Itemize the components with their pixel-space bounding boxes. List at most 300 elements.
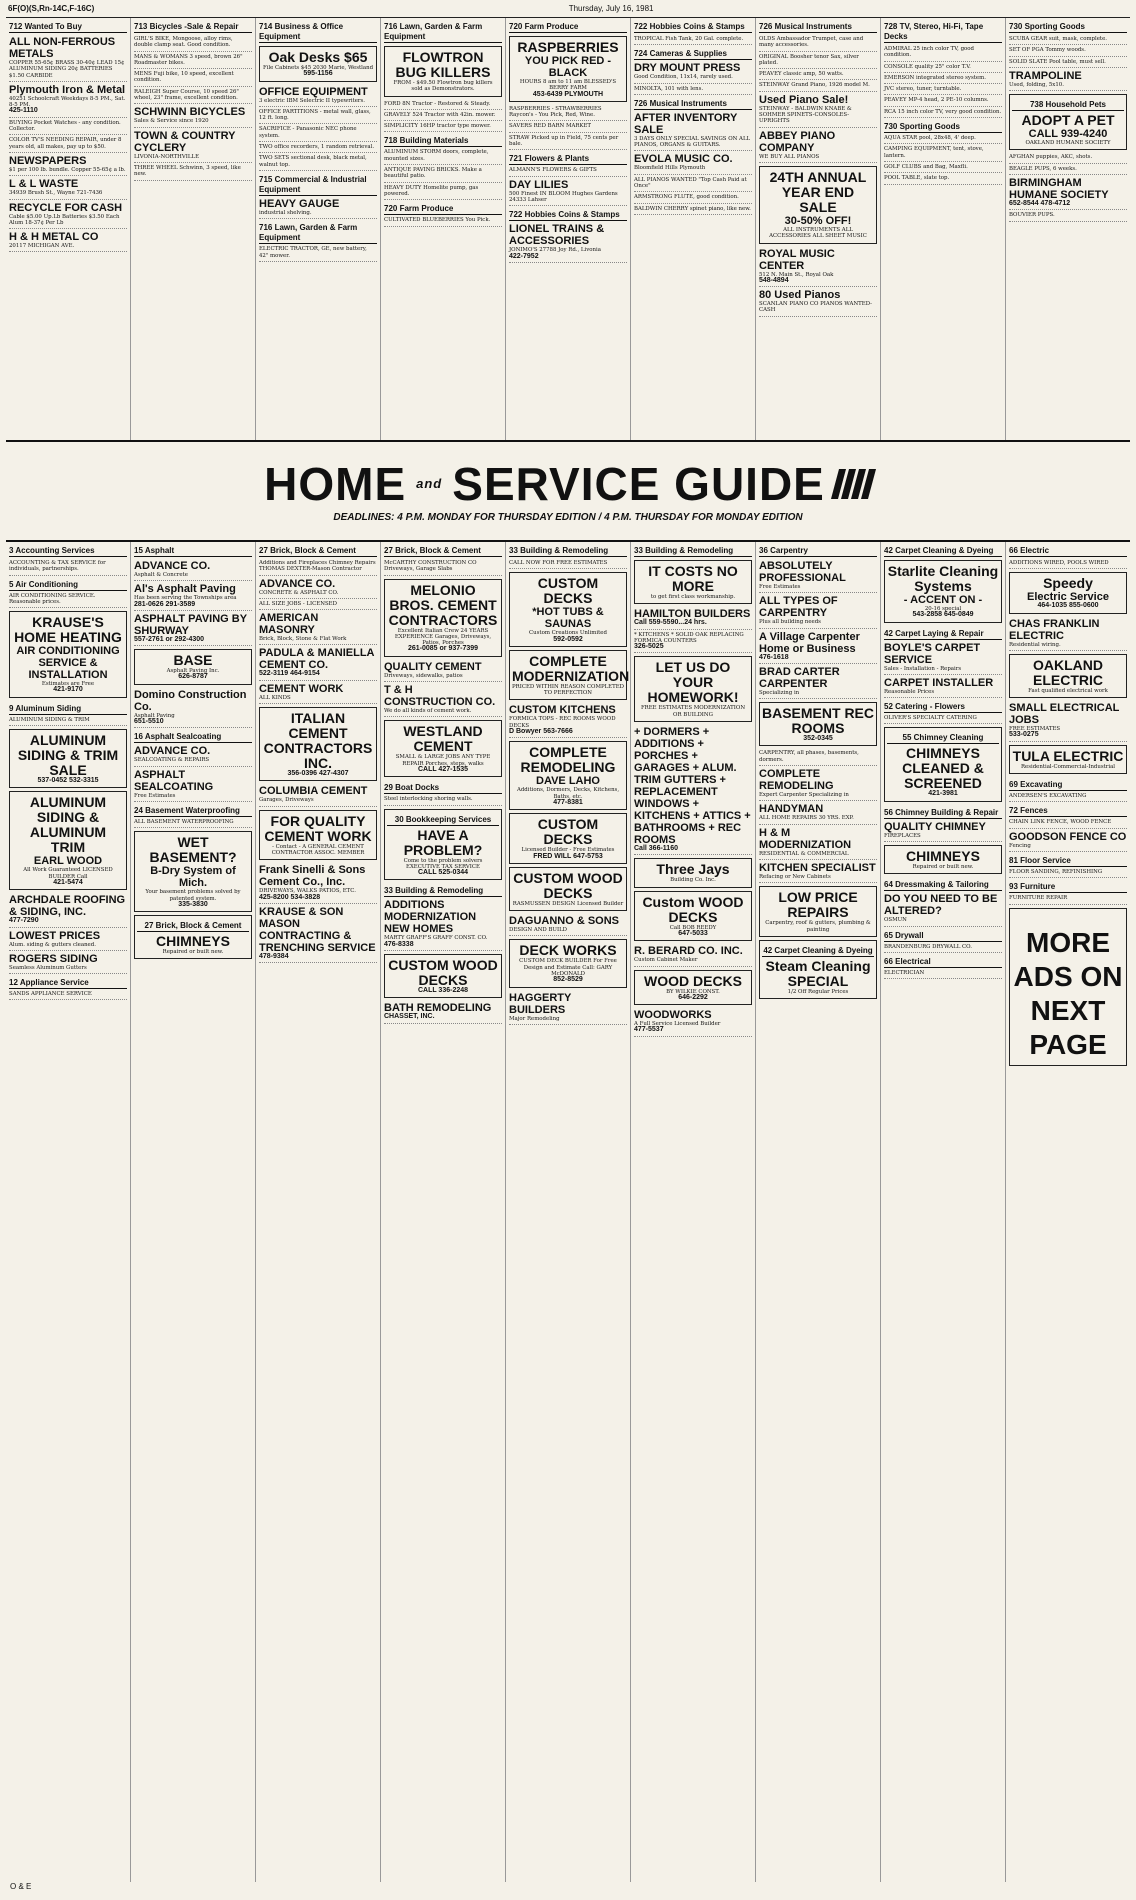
section-heading: 16 Asphalt Sealcoating (134, 732, 252, 743)
classified-ad (759, 630, 877, 664)
ad-phone: 626-8787 (178, 673, 208, 681)
ad-text: ADMIRAL 25 inch color TV, good condition. (884, 46, 974, 59)
ad-text: Asphalt Paving Inc. (166, 668, 220, 675)
ad-text: BY WILKIE CONST. (666, 988, 720, 995)
classified-ad (509, 134, 627, 151)
classified-ad (259, 125, 377, 142)
section-heading: 712 Wanted To Buy (9, 22, 127, 33)
ad-text: ANTIQUE PAVING BRICKS. Make a beautiful patio. (384, 167, 482, 180)
classified-ad (884, 845, 1002, 874)
ad-subhead: AIR CONDITIONING SERVICE & INSTALLATION (16, 645, 120, 682)
ad-phone: CALL 525-0344 (417, 869, 469, 877)
ad-text: GRAVELY 524 Tractor with 42in. mower. (384, 111, 496, 118)
service-guide-columns (6, 542, 1130, 1882)
ad-phone: 477-8381 (553, 798, 583, 806)
ad-text: LIVONIA-NORTHVILLE (134, 153, 200, 160)
ad-text: CHAIN LINK FENCE, WOOD FENCE (1009, 819, 1112, 826)
ad-subhead: BRAD CARTER CARPENTER (759, 665, 840, 690)
classified-ad (1009, 46, 1127, 56)
classified-column (631, 18, 756, 440)
ad-headline: BASE (173, 652, 213, 669)
classified-ad (1009, 153, 1127, 163)
classified-ad (1009, 830, 1127, 852)
ad-headline: BASEMENT REC ROOMS (762, 705, 875, 737)
ad-phone: 478-9384 (259, 952, 289, 960)
ad-phone: Call 366-1160 (634, 845, 678, 853)
classified-ad (759, 166, 877, 244)
ad-text: File Cabinets $45 2030 Marie, Westland (262, 65, 374, 71)
section-heading: 714 Business & Office Equipment (259, 22, 377, 43)
ad-text: Custom Cabinet Maker (634, 957, 698, 964)
ad-text: GOLF CLUBS and Bag, Maxfli. (884, 163, 968, 170)
ad-subhead: ROYAL MUSIC CENTER (759, 247, 835, 272)
ad-text: 3 DAYS ONLY SPECIAL SAVINGS ON ALL PIANOS, ORGANS & GUITARS. (634, 135, 751, 149)
section-heading: 81 Floor Service (1009, 856, 1127, 867)
ad-text: AFGHAN puppies, AKC, shots. (1009, 154, 1093, 161)
ad-text: CUSTOM DECK BUILDER For Free Design and Estimate Call: GARY McDONALD (519, 958, 617, 978)
ad-text: ALL HOME REPAIRS 30 YRS. EXP. (759, 815, 854, 822)
section-heading: 9 Aluminum Siding (9, 704, 127, 715)
classified-ad (259, 143, 377, 153)
ad-text: Building Co. Inc. (670, 877, 716, 884)
ad-headline: MELONIO BROS. CEMENT CONTRACTORS (388, 581, 498, 628)
ad-subhead: EVOLA MUSIC CO. (634, 153, 733, 166)
ad-text: Plus all building needs (759, 619, 821, 626)
ad-text: FREE ESTIMATES MODERNIZATION OR BUILDING (640, 705, 746, 718)
ad-subhead: DAVE LAHO (536, 775, 600, 788)
classified-ad (134, 559, 252, 581)
ad-subhead: YOU PICK RED - BLACK (524, 55, 612, 79)
classified-ad (384, 184, 502, 201)
ad-subhead: KRAUSE & SON MASON CONTRACTING & TRENCHING SERVICE (259, 905, 376, 954)
ad-subhead: AMERICAN MASONRY (259, 612, 319, 637)
section-heading: 5 Air Conditioning (9, 580, 127, 591)
ad-headline: TULA ELECTRIC (1012, 747, 1124, 764)
ad-subhead: DRY MOUNT PRESS (634, 62, 741, 75)
ad-phone: 421-3981 (928, 790, 958, 798)
classified-ad (759, 288, 877, 317)
ad-phone: 422-7952 (509, 252, 539, 260)
ad-headline: IT COSTS NO MORE (648, 563, 738, 594)
ad-text: RASPBERRIES - STRAWBERRIES Raycon's - You Pick, Red, Wine. (509, 105, 602, 119)
banner-title-right: SERVICE GUIDE (452, 457, 825, 510)
classified-ad (759, 594, 877, 628)
ad-text: Custom Creations Unlimited (529, 630, 607, 637)
ad-subhead: SCHWINN BICYCLES (134, 106, 246, 119)
section-heading: 65 Drywall (884, 931, 1002, 942)
ad-headline: HAVE A PROBLEM? (403, 826, 483, 858)
classified-ad (259, 905, 377, 963)
ad-subhead: L & L WASTE (9, 178, 79, 191)
classified-ad (759, 802, 877, 824)
ad-text: - Contact - A GENERAL CEMENT CONTRACTOR ASSOC. MEMBER (271, 843, 365, 856)
section-heading: 42 Carpet Laying & Repair (884, 629, 1002, 640)
classified-ad (1009, 617, 1127, 651)
ad-subhead: Frank Sinelli & Sons Cement Co., Inc. (259, 864, 366, 889)
classified-ad (1009, 879, 1127, 904)
classified-ad (9, 929, 127, 951)
classified-ad (134, 729, 252, 766)
ad-text: OLDS Ambassador Trumpet, case and many accessories. (759, 36, 864, 49)
ad-phone: 335-3830 (178, 900, 208, 908)
classified-ad (884, 174, 1002, 184)
ad-headline: Steam Cleaning SPECIAL (765, 957, 871, 989)
ad-subhead: WOODWORKS (634, 1009, 712, 1022)
classified-ad (259, 784, 377, 806)
classified-ad (1009, 572, 1127, 613)
ad-subhead: ALL TYPES OF CARPENTRY (759, 595, 838, 620)
ad-subhead: ABBEY PIANO COMPANY (759, 129, 836, 154)
classified-ad (884, 954, 1002, 979)
ad-text: RASMUSSEN DESIGN Licensed Builder (512, 900, 624, 907)
ad-phone: 537-0452 532-3315 (37, 777, 99, 785)
ad-text: PEAVEY classic amp, 50 watts. (759, 71, 844, 78)
ad-text: Free Estimates (134, 792, 176, 799)
classified-ad (384, 559, 502, 576)
ad-text: FORMICA TOPS - REC ROOMS WOOD DECKS (509, 716, 616, 729)
ad-text: Alum. siding & gutters cleaned. (9, 941, 96, 948)
classified-ad (384, 579, 502, 657)
classified-ad (509, 813, 627, 864)
ad-subhead: LIONEL TRAINS & ACCESSORIES (509, 223, 605, 248)
ad-subhead: *HOT TUBS & SAUNAS (532, 606, 604, 631)
classified-ad (884, 805, 1002, 842)
classified-column (756, 18, 881, 440)
section-heading: 27 Brick, Block & Cement (384, 546, 502, 557)
classified-ad (634, 176, 752, 193)
classified-ad (634, 725, 752, 855)
ad-subhead: Domino Construction Co. (134, 688, 247, 713)
section-heading: 56 Chimney Building & Repair (884, 808, 1002, 819)
ad-subhead: ADVANCE CO. (134, 560, 211, 572)
ad-text: Residential wiring. (1009, 641, 1061, 648)
classified-ad (634, 96, 752, 152)
ad-subhead: LOWEST PRICES (9, 929, 101, 942)
ad-subhead: CARPET INSTALLER (884, 676, 994, 689)
section-heading: 66 Electric (1009, 546, 1127, 557)
classified-ad (9, 201, 127, 230)
ad-subhead: CALL 939-4240 (1028, 128, 1108, 141)
ad-subhead: NEWSPAPERS (9, 154, 87, 167)
ad-subhead: BATH REMODELING (384, 1002, 492, 1015)
ad-subhead: EARL WOOD (33, 855, 103, 868)
ad-text: FURNITURE REPAIR (1009, 895, 1068, 902)
ad-text: FROM - $49.50 Flowtron bug killers sold as Demonstrators. (393, 80, 493, 93)
classified-ad (759, 81, 877, 91)
classified-ad (259, 46, 377, 82)
ad-text: WE BUY ALL PIANOS (759, 153, 820, 160)
ad-headline: ADOPT A PET (1021, 112, 1115, 129)
classified-ad (384, 1001, 502, 1023)
ad-phone: CHASSET, INC. (384, 1013, 435, 1021)
classified-ad (9, 611, 127, 698)
classified-ad (509, 991, 627, 1025)
ad-headline: ALUMINUM SIDING & ALUMINUM TRIM (29, 794, 107, 856)
more-ads-notice: MORE ADS ON NEXT PAGE (1013, 926, 1123, 1060)
classified-ad (259, 682, 377, 704)
classified-column (381, 18, 506, 440)
ad-text: ALMANN'S FLOWERS & GIFTS (509, 167, 597, 174)
ad-text: BRANDENBURG DRYWALL CO. (884, 943, 972, 950)
ad-subhead: TRAMPOLINE (1009, 69, 1082, 82)
ad-text: SEALCOATING & REPAIRS (134, 757, 210, 764)
section-heading: 721 Flowers & Plants (509, 154, 627, 165)
classified-ad (259, 646, 377, 680)
ad-text: Used, folding, 5x10. (1009, 81, 1064, 88)
ad-subhead: ARCHDALE ROOFING & SIDING, INC. (9, 894, 126, 919)
section-heading: 730 Sporting Goods (1009, 22, 1127, 33)
classified-ad (384, 133, 502, 165)
classified-ad (1009, 908, 1127, 1066)
ad-subhead: KITCHEN SPECIALIST (759, 861, 876, 874)
classified-ad (634, 205, 752, 215)
classified-ad (759, 559, 877, 593)
ad-text: PEAVEY MP-4 head, 2 PE-10 columns. (884, 97, 989, 104)
ad-phone: 651-5510 (134, 718, 164, 726)
ad-text: BALDWIN CHERRY spinet piano, like new. (634, 205, 751, 212)
classified-ad (384, 809, 502, 881)
ad-text: JVC stereo, tuner, turntable. (884, 86, 962, 93)
ad-phone: 557-2761 or 292-4300 (134, 635, 205, 643)
classified-ad (509, 572, 627, 647)
classified-ad (9, 154, 127, 176)
classified-ad (634, 152, 752, 174)
ad-text: BOUVIER PUPS. (1009, 212, 1055, 219)
ad-text: Brick, Block, Stone & Flat Work (259, 636, 347, 643)
classified-ad (884, 877, 1002, 926)
ad-phone: 646-2292 (678, 993, 708, 1001)
ad-text: BEAGLE PUPS, 6 weeks. (1009, 165, 1077, 172)
ad-text: TROPICAL Fish Tank, 20 Gal. complete. (634, 36, 744, 42)
classified-column (1006, 542, 1130, 1882)
ad-text: Seamless Aluminum Gutters (9, 964, 87, 971)
ad-subhead: ASPHALT SEALCOATING (134, 768, 214, 793)
banner-and: and (416, 475, 443, 491)
ad-headline: ITALIAN CEMENT CONTRACTORS INC. (263, 710, 373, 772)
classified-ad (509, 867, 627, 911)
ad-subhead: TOWN & COUNTRY CYCLERY (134, 129, 236, 154)
section-heading: 3 Accounting Services (9, 546, 127, 557)
stripes-icon (835, 469, 872, 499)
classified-ad (634, 85, 752, 95)
section-heading: 64 Dressmaking & Tailoring (884, 880, 1002, 891)
classified-column (881, 18, 1006, 440)
ad-subhead: DAGUANNO & SONS (509, 915, 620, 928)
ad-subhead: ROGERS SIDING (9, 952, 98, 965)
ad-text: HOURS 8 am to 11 am BLESSED'S BERRY FARM (519, 79, 617, 92)
classified-column (506, 542, 631, 1882)
section-heading: 718 Building Materials (384, 136, 502, 147)
classified-ad (134, 803, 252, 828)
classified-ad (259, 600, 377, 610)
newspaper-page (6, 4, 1130, 1896)
ad-text: OAKLAND HUMANE SOCIETY (1025, 140, 1111, 147)
ad-text: Fencing (1009, 842, 1031, 849)
classified-ad (259, 611, 377, 645)
ad-subhead: T & H CONSTRUCTION CO. (384, 684, 496, 709)
ad-phone: 543-2858 645-0849 (912, 611, 974, 619)
ad-text: DRIVEWAYS, WALKS PATIOS, ETC. (259, 888, 356, 895)
ad-subhead: ALL NON-FERROUS METALS (9, 36, 116, 60)
section-heading: 36 Carpentry (759, 546, 877, 557)
ad-text: ANDERSEN'S EXCAVATING (1009, 793, 1087, 800)
classified-ad (884, 676, 1002, 698)
ad-phone: 421-5474 (53, 878, 83, 886)
ad-text: 512 N. Main St., Royal Oak (759, 271, 834, 278)
ad-headline: Custom WOOD DECKS (642, 893, 744, 925)
classified-ad (884, 108, 1002, 118)
ad-phone: 281-0626 291-3589 (134, 600, 196, 608)
ad-text: OSMUN (884, 917, 907, 924)
classified-ad (9, 577, 127, 609)
ad-text: CONSOLE quality 25" color T.V. (884, 63, 971, 70)
ad-text: Additions and Fireplaces Chimney Repairs THOMAS DEXTER-Mason Contractor (259, 560, 376, 573)
ad-text: ELECTRICIAN (884, 969, 925, 976)
classified-ad (384, 683, 502, 717)
ad-text: CONCRETE & ASPHALT CO. (259, 589, 339, 596)
ad-subhead: Al's Asphalt Paving (134, 583, 236, 596)
ad-headline: WESTLAND CEMENT (403, 723, 483, 755)
ad-subhead: OFFICE EQUIPMENT (259, 85, 368, 98)
classified-ad (509, 105, 627, 122)
classified-ad (9, 729, 127, 788)
classified-ad (759, 749, 877, 766)
section-heading: 730 Sporting Goods (884, 122, 1002, 133)
ad-phone: 476-1618 (759, 653, 789, 661)
section-heading: 12 Appliance Service (9, 978, 127, 989)
ad-text: to get first class workmanship. (650, 594, 736, 600)
section-heading: 33 Building & Remodeling (634, 546, 752, 557)
ad-subhead: AFTER INVENTORY SALE (634, 111, 738, 136)
ad-text: * KITCHENS * SOLID OAK REPLACING FORMICA COUNTERS (634, 631, 744, 644)
ad-text: ALUMINUM SIDING & TRIM (9, 716, 90, 723)
classified-column (256, 18, 381, 440)
ad-phone: CALL 427-1535 (417, 765, 469, 773)
ad-text: A Full Service Licensed Builder (634, 1021, 721, 1028)
section-heading: 728 TV, Stereo, Hi-Fi, Tape Decks (884, 22, 1002, 43)
classified-ad (134, 915, 252, 959)
classified-ad (509, 650, 630, 701)
classified-ad (884, 699, 1002, 724)
ad-text: Major Remodeling (509, 1015, 560, 1022)
ad-subhead: GOODSON FENCE CO (1009, 830, 1127, 843)
ad-text: Additions, Dormers, Decks, Kitchens, Baths, etc. (516, 787, 620, 800)
ad-text: All Work Guaranteed LICENSED BUILDER Call (23, 867, 113, 880)
deadline-notice: DEADLINES: 4 P.M. MONDAY FOR THURSDAY EDITION / 4 P.M. THURSDAY FOR MONDAY EDITION (333, 511, 803, 523)
ad-text: Free Estimates (759, 584, 801, 590)
ad-text: AQUA STAR pool, 28x48, 4' deep. (884, 135, 976, 142)
classified-ad (1009, 777, 1127, 802)
ad-text: Bloomfield Hills Plymouth (634, 165, 706, 172)
ad-text: SMALL & LARGE JOBS ANY TYPE REPAIR Porches, steps, walks (395, 754, 491, 767)
classified-ad (384, 122, 502, 132)
classified-ad (884, 727, 1002, 801)
ad-headline: WET BASEMENT? (149, 834, 237, 866)
ad-phone: D Bowyer 563-7666 (509, 728, 573, 736)
classified-ad (634, 607, 752, 629)
classified-ad (634, 891, 752, 942)
classified-ad (509, 703, 627, 738)
ad-text: ADDITIONS WIRED, POOLS WIRED (1009, 560, 1109, 566)
ad-subhead: Electric Service (1027, 591, 1109, 604)
section-heading: 15 Asphalt (134, 546, 252, 557)
section-heading: 726 Musical Instruments (759, 22, 877, 33)
ad-text: Come to the problem solvers EXECUTIVE TAX SERVICE (403, 857, 483, 870)
classified-ad (384, 111, 502, 121)
classified-ad (1009, 803, 1127, 828)
classified-ad (259, 577, 377, 599)
classified-ad (259, 810, 377, 861)
classified-ad (884, 119, 1002, 144)
classified-ad (634, 560, 752, 604)
ad-text: SCUBA GEAR suit, mask, complete. (1009, 36, 1107, 42)
ad-text: We do all kinds of cement work. (384, 708, 472, 715)
section-heading: 720 Farm Produce (384, 204, 502, 215)
section-heading: 726 Musical Instruments (634, 99, 752, 110)
classified-ad (1009, 58, 1127, 68)
ad-text: Asphalt & Concrete (134, 572, 188, 578)
classified-ad (9, 701, 127, 726)
classified-ad (134, 164, 252, 181)
classified-ad (9, 83, 127, 118)
ad-text: EMERSON integrated stereo system. (884, 74, 986, 81)
ad-phone: 522-3119 464-9154 (259, 670, 320, 678)
ad-text: SET OF PGA Tommy woods. (1009, 47, 1086, 54)
classified-ad (384, 954, 502, 998)
classified-ad (1009, 853, 1127, 878)
classified-ad (259, 172, 377, 219)
section-heading: 713 Bicycles -Sale & Repair (134, 22, 252, 33)
ad-text: Call BOB REEDY (669, 924, 717, 931)
ad-text: ELECTRIC TRACTOR, GE, new battery, 42" mower. (259, 246, 367, 259)
classified-ad (259, 559, 377, 576)
classified-ad (9, 35, 127, 82)
classified-ad (134, 688, 252, 729)
ad-subhead: ADVANCE CO. (134, 745, 211, 758)
classified-ad (134, 612, 252, 646)
section-heading: 24 Basement Waterproofing (134, 806, 252, 817)
ad-headline: Oak Desks $65 (268, 49, 368, 65)
section-heading: 33 Building & Remodeling (509, 546, 627, 557)
ad-headline: Starlite Cleaning Systems (887, 563, 999, 594)
ad-text: Refacing or New Cabinets (759, 873, 831, 880)
ad-subhead: RECYCLE FOR CASH (9, 201, 123, 214)
ad-text: SANDS APPLIANCE SERVICE (9, 991, 92, 998)
ad-subhead: DO YOU NEED TO BE ALTERED? (884, 893, 998, 918)
ad-text: DESIGN AND BUILD (509, 927, 567, 934)
section-heading: 55 Chimney Cleaning (887, 733, 999, 744)
folio-code: 6F(O)(S,Rn-14C,F-16C) (8, 4, 95, 13)
ad-text: JONIMO'S 27788 Joy Rd., Livonia (509, 247, 601, 254)
ad-text: RESIDENTIAL & COMMERCIAL (759, 850, 849, 857)
ad-text: RCA 15 inch color TV, very good condition. (884, 108, 1002, 115)
classified-ad (884, 145, 1002, 162)
ad-text: Sales & Service since 1920 (134, 118, 209, 125)
ad-text: SOLID SLATE Pool table, must sell. (1009, 58, 1106, 65)
folio-date: Thursday, July 16, 1981 (568, 4, 654, 13)
ad-text: Expert Carpenter Specializing in (759, 792, 849, 799)
ad-text: MENS Fuji bike, 10 speed, excellent condition. (134, 71, 234, 84)
ad-subhead: Used Piano Sale! (759, 93, 849, 106)
ad-text: ARMSTRONG FLUTE, good condition. (634, 194, 739, 201)
ad-subhead: COMPLETE REMODELING (759, 768, 834, 793)
classified-column (256, 542, 381, 1882)
classified-ad (384, 100, 502, 110)
classified-ad (884, 163, 1002, 173)
ad-text: MARTY GRAFF'S GRAFF CONST. CO. (384, 935, 488, 942)
ad-subhead: BIRMINGHAM HUMANE SOCIETY (1009, 177, 1109, 202)
ad-text: THREE WHEEL Schwinn, 3 speed, like new. (134, 164, 241, 178)
